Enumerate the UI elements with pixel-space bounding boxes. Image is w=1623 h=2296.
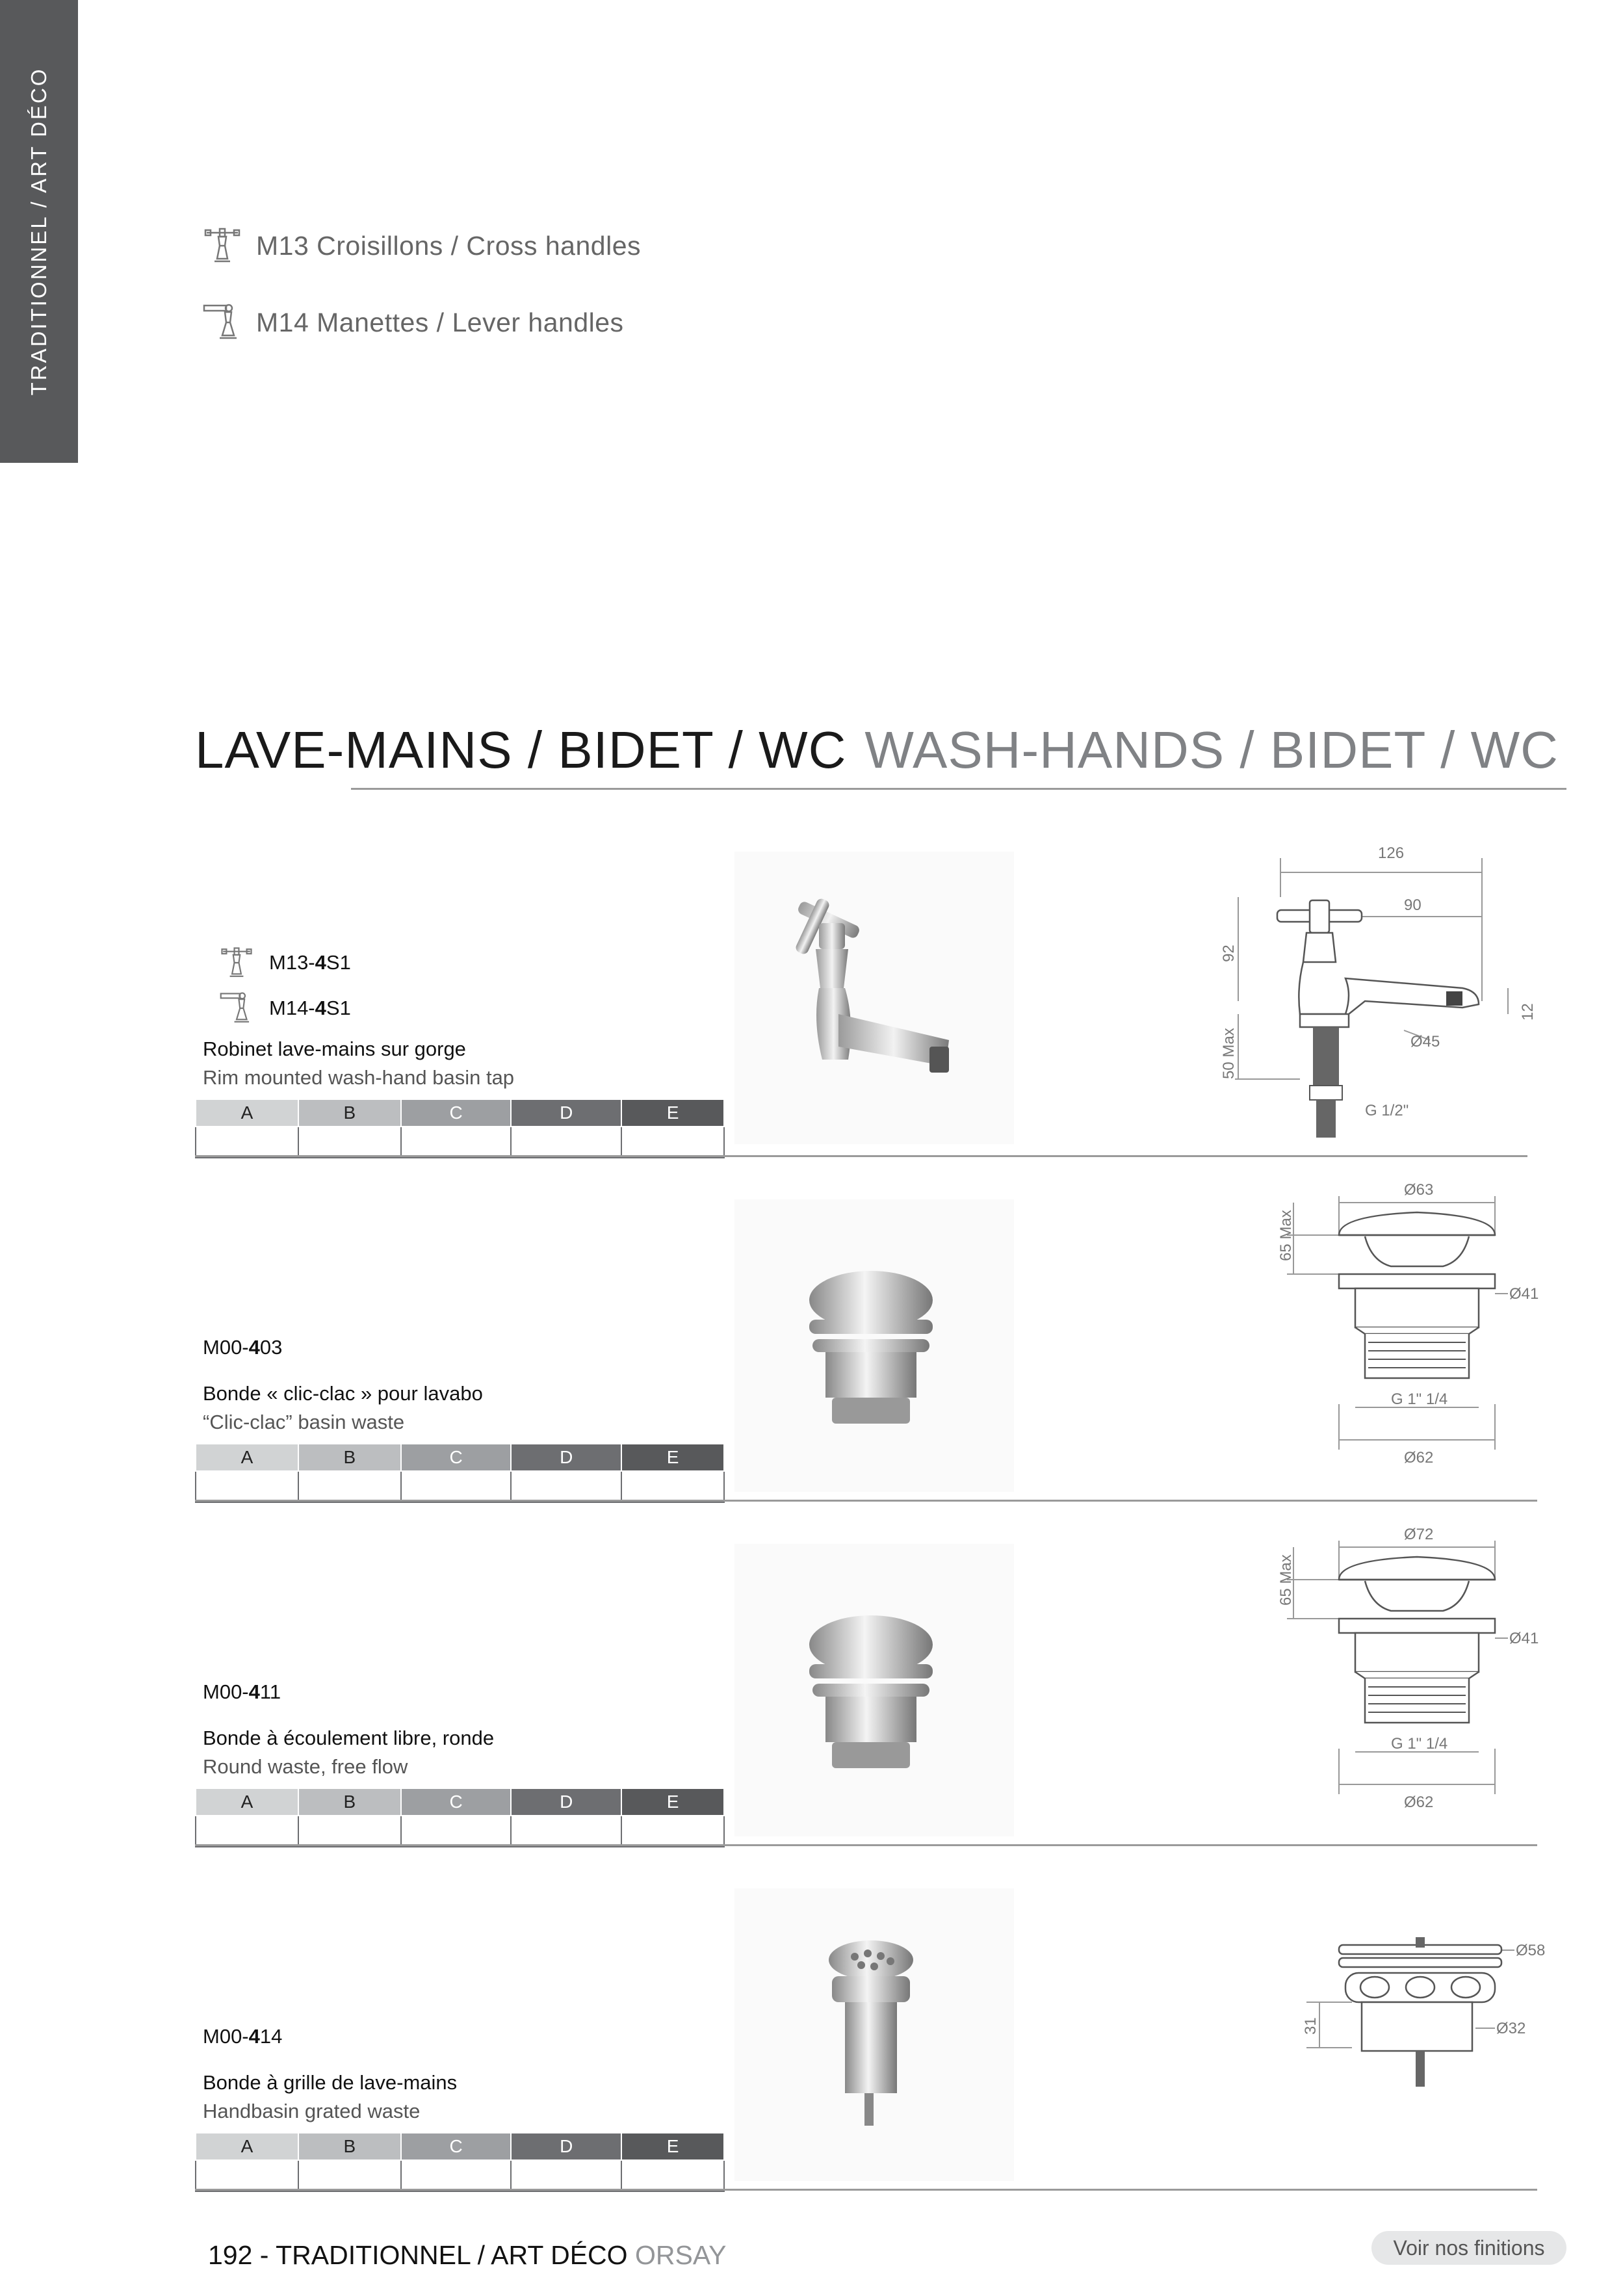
ref-bold: 4 bbox=[248, 1680, 260, 1703]
finish-cell-e bbox=[621, 2160, 724, 2191]
product-name-fr: Bonde à grille de lave-mains bbox=[203, 2071, 458, 2094]
finish-header-c: C bbox=[401, 1099, 512, 1127]
legend-label: M13 Croisillons / Cross handles bbox=[256, 230, 642, 261]
ref-prefix: M00- bbox=[203, 1336, 249, 1359]
sidebar-tab bbox=[0, 0, 78, 463]
footer-collection: ORSAY bbox=[634, 2240, 727, 2270]
ref-bold: 4 bbox=[248, 2025, 260, 2048]
dim-top: Ø72 bbox=[1404, 1528, 1434, 1543]
finish-cell-d bbox=[511, 2160, 621, 2191]
ref-suffix: 11 bbox=[259, 1680, 281, 1703]
legend-cross-handles bbox=[201, 226, 641, 265]
product-card bbox=[195, 1183, 1547, 1502]
finish-header-b: B bbox=[298, 2133, 401, 2160]
product-divider bbox=[195, 2189, 1537, 2191]
ref-bold: 4 bbox=[315, 951, 326, 974]
product-name-en: “Clic-clac” basin waste bbox=[203, 1411, 405, 1433]
finish-header-e: E bbox=[621, 1444, 724, 1471]
finish-header-c: C bbox=[401, 1788, 512, 1816]
product-photo-basin-tap bbox=[734, 852, 1014, 1144]
ref-suffix: 14 bbox=[259, 2025, 283, 2048]
dim-outlet: 12 bbox=[1519, 1003, 1537, 1021]
product-photo-grated-waste bbox=[734, 1888, 1014, 2181]
product-divider bbox=[195, 1500, 1537, 1502]
ref-prefix: M00- bbox=[203, 1680, 249, 1703]
finish-header-d: D bbox=[511, 2133, 621, 2160]
finish-header-c: C bbox=[401, 1444, 512, 1471]
dim-base: Ø45 bbox=[1410, 1033, 1440, 1050]
finish-header-b: B bbox=[298, 1444, 401, 1471]
product-photo-clic-clac-waste bbox=[734, 1199, 1014, 1492]
finish-header-d: D bbox=[511, 1444, 621, 1471]
product-ref bbox=[269, 997, 351, 1020]
dim-body: Ø32 bbox=[1496, 2020, 1526, 2037]
technical-drawing-round-waste bbox=[1274, 1528, 1547, 1814]
ref-bold: 4 bbox=[248, 1336, 260, 1359]
legend-label: M14 Manettes / Lever handles bbox=[256, 307, 624, 337]
ref-bold: 4 bbox=[315, 997, 326, 1019]
product-ref-line bbox=[203, 1680, 281, 1704]
product-divider bbox=[195, 1155, 1527, 1157]
ref-prefix: M14- bbox=[269, 997, 315, 1019]
finish-cell-a bbox=[196, 2160, 298, 2191]
finish-header-d: D bbox=[511, 1788, 621, 1816]
section-title-en: WASH-HANDS / BIDET / WC bbox=[864, 721, 1559, 779]
product-name-en: Rim mounted wash-hand basin tap bbox=[203, 1066, 515, 1089]
finish-cell-b bbox=[298, 2160, 401, 2191]
product-ref bbox=[203, 2025, 282, 2048]
dim-max: 50 Max bbox=[1220, 1028, 1238, 1079]
section-title-fr: LAVE-MAINS / BIDET / WC bbox=[195, 721, 847, 779]
finish-header-b: B bbox=[298, 1788, 401, 1816]
finish-header-a: A bbox=[196, 1444, 298, 1471]
finish-header-a: A bbox=[196, 1099, 298, 1127]
legend-lever-handles bbox=[201, 303, 624, 342]
finish-cell-d bbox=[511, 1471, 621, 1502]
finish-header-d: D bbox=[511, 1099, 621, 1127]
finish-cell-c bbox=[401, 1471, 512, 1502]
finish-header-a: A bbox=[196, 2133, 298, 2160]
dim-inner: Ø41 bbox=[1509, 1285, 1539, 1303]
dim-thread: G 1" 1/4 bbox=[1391, 1735, 1448, 1753]
finish-cell-b bbox=[298, 1816, 401, 1847]
product-ref-line bbox=[203, 1336, 282, 1359]
product-card bbox=[195, 1879, 1547, 2191]
finish-table bbox=[195, 2132, 725, 2192]
dim-max: 65 Max bbox=[1277, 1210, 1295, 1261]
product-ref-line bbox=[203, 2025, 282, 2048]
lever-handle-icon bbox=[201, 303, 243, 342]
finish-cell-a bbox=[196, 1471, 298, 1502]
finish-cell-e bbox=[621, 1127, 724, 1158]
technical-drawing-clic-clac bbox=[1274, 1183, 1547, 1469]
finish-header-e: E bbox=[621, 1099, 724, 1127]
finish-header-e: E bbox=[621, 1788, 724, 1816]
ref-prefix: M00- bbox=[203, 2025, 249, 2048]
finish-cell-e bbox=[621, 1471, 724, 1502]
ref-suffix: S1 bbox=[326, 951, 351, 974]
dim-top: Ø58 bbox=[1516, 1942, 1546, 1959]
dim-width: 126 bbox=[1378, 844, 1405, 862]
section-title bbox=[195, 720, 1559, 780]
product-card bbox=[195, 845, 1547, 1157]
title-rule bbox=[351, 788, 1566, 790]
product-name-fr: Robinet lave-mains sur gorge bbox=[203, 1037, 466, 1060]
dim-thread: G 1" 1/4 bbox=[1391, 1390, 1448, 1408]
finish-cell-c bbox=[401, 1127, 512, 1158]
finish-header-c: C bbox=[401, 2133, 512, 2160]
ref-prefix: M13- bbox=[269, 951, 315, 974]
finish-cell-b bbox=[298, 1471, 401, 1502]
dim-height: 92 bbox=[1220, 945, 1238, 962]
dim-thread: G 1/2" bbox=[1365, 1102, 1409, 1119]
cross-handle-icon bbox=[201, 226, 243, 265]
finish-table bbox=[195, 1788, 725, 1847]
dim-top: Ø63 bbox=[1404, 1183, 1434, 1199]
finish-cell-d bbox=[511, 1127, 621, 1158]
dim-spout: 90 bbox=[1404, 896, 1422, 914]
finish-header-e: E bbox=[621, 2133, 724, 2160]
finish-cell-c bbox=[401, 1816, 512, 1847]
ref-suffix: 03 bbox=[259, 1336, 283, 1359]
cross-handle-icon bbox=[218, 946, 255, 980]
product-photo-round-waste bbox=[734, 1544, 1014, 1836]
ref-suffix: S1 bbox=[326, 997, 351, 1019]
finish-cell-c bbox=[401, 2160, 512, 2191]
finish-cell-d bbox=[511, 1816, 621, 1847]
product-divider bbox=[195, 1844, 1537, 1846]
product-name-fr: Bonde à écoulement libre, ronde bbox=[203, 1727, 495, 1749]
finish-table bbox=[195, 1443, 725, 1503]
finish-cell-e bbox=[621, 1816, 724, 1847]
finish-cell-b bbox=[298, 1127, 401, 1158]
product-name-en: Handbasin grated waste bbox=[203, 2100, 421, 2122]
finish-header-a: A bbox=[196, 1788, 298, 1816]
product-card bbox=[195, 1528, 1547, 1846]
finish-cell-a bbox=[196, 1816, 298, 1847]
technical-drawing-grated-waste bbox=[1300, 1931, 1547, 2178]
product-ref bbox=[203, 1336, 282, 1359]
product-name-fr: Bonde « clic-clac » pour lavabo bbox=[203, 1382, 483, 1405]
product-ref bbox=[269, 951, 351, 974]
finish-cell-a bbox=[196, 1127, 298, 1158]
dim-height: 31 bbox=[1302, 2017, 1319, 2035]
lever-handle-icon bbox=[218, 991, 255, 1025]
finish-header-b: B bbox=[298, 1099, 401, 1127]
product-name-en: Round waste, free flow bbox=[203, 1755, 408, 1778]
technical-drawing-tap bbox=[1215, 832, 1547, 1138]
dim-max: 65 Max bbox=[1277, 1554, 1295, 1606]
sidebar-label: TRADITIONNEL / ART DÉCO bbox=[27, 67, 51, 396]
view-finishes-button[interactable]: Voir nos finitions bbox=[1371, 2231, 1566, 2265]
dim-inner: Ø41 bbox=[1509, 1630, 1539, 1647]
footer-page-label bbox=[208, 2240, 726, 2271]
product-ref-line bbox=[234, 946, 351, 980]
footer-page: 192 - TRADITIONNEL / ART DÉCO bbox=[208, 2240, 628, 2270]
finish-table bbox=[195, 1099, 725, 1158]
dim-bottom: Ø62 bbox=[1404, 1449, 1434, 1467]
product-ref bbox=[203, 1680, 281, 1704]
product-ref-line bbox=[234, 991, 351, 1025]
dim-bottom: Ø62 bbox=[1404, 1794, 1434, 1811]
